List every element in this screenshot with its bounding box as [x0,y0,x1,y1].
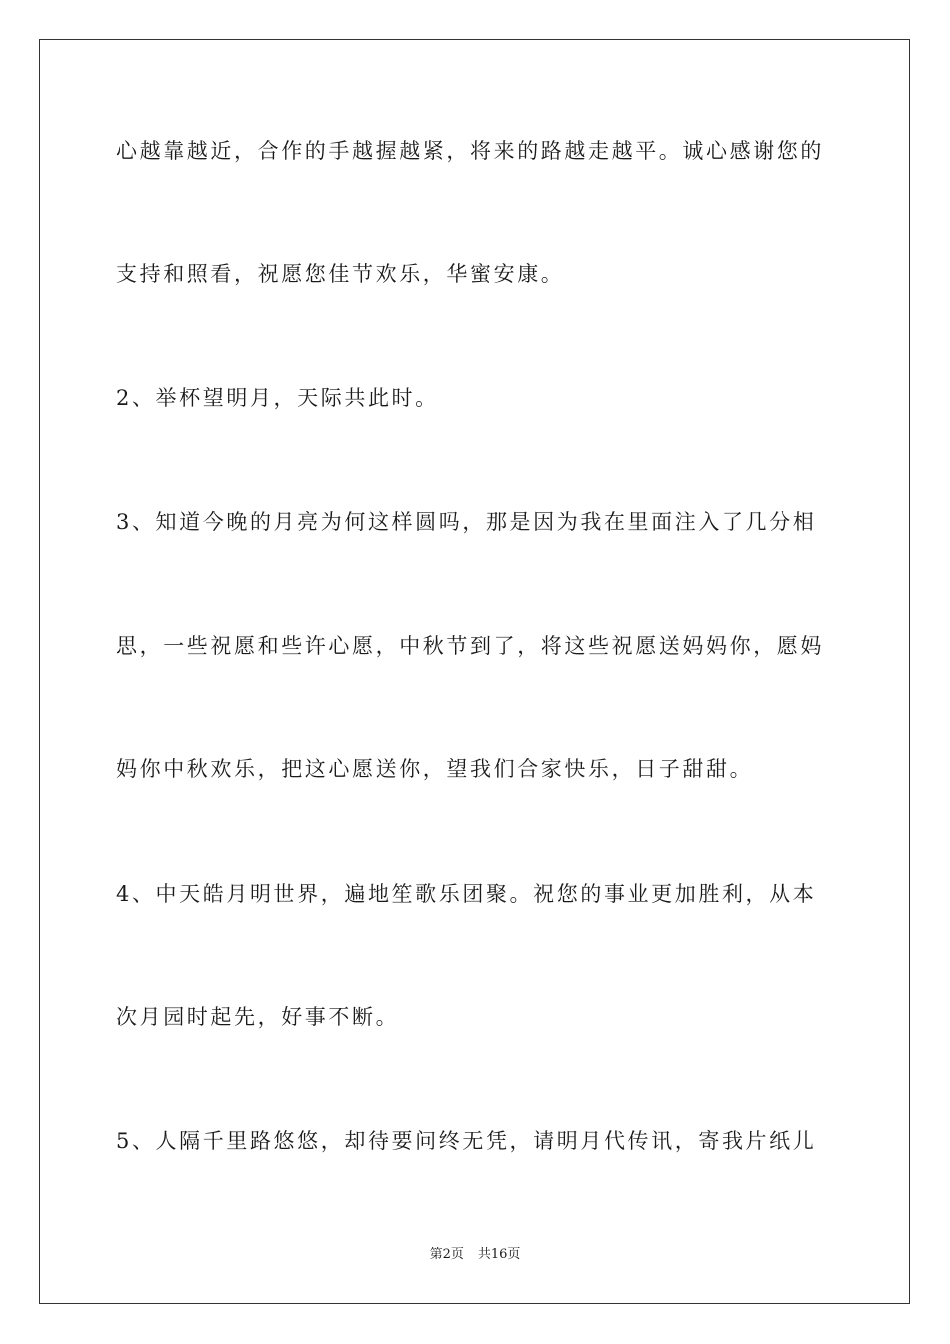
text-line-3: 2、举杯望明月，天际共此时。 [116,386,439,410]
text-line-1: 心越靠越近，合作的手越握越紧，将来的路越走越平。诚心感谢您的 [116,139,824,163]
text-line-5: 思，一些祝愿和些许心愿，中秋节到了，将这些祝愿送妈妈你，愿妈 [116,634,824,658]
text-line-2: 支持和照看，祝愿您佳节欢乐，华蜜安康。 [116,262,565,286]
text-line-9: 5、人隔千里路悠悠，却待要问终无凭，请明月代传讯，寄我片纸儿 [116,1129,817,1153]
page-footer [0,1246,950,1264]
text-line-4: 3、知道今晚的月亮为何这样圆吗，那是因为我在里面注入了几分相 [116,510,817,534]
page-total: 共16页 [477,1247,521,1262]
page-border [39,39,910,1304]
text-line-7: 4、中天皓月明世界，遍地笙歌乐团聚。祝您的事业更加胜利，从本 [116,882,817,906]
text-line-8: 次月园时起先，好事不断。 [116,1005,400,1029]
page-number: 第2页 [429,1247,464,1262]
text-line-6: 妈你中秋欢乐，把这心愿送你，望我们合家快乐，日子甜甜。 [116,757,754,781]
